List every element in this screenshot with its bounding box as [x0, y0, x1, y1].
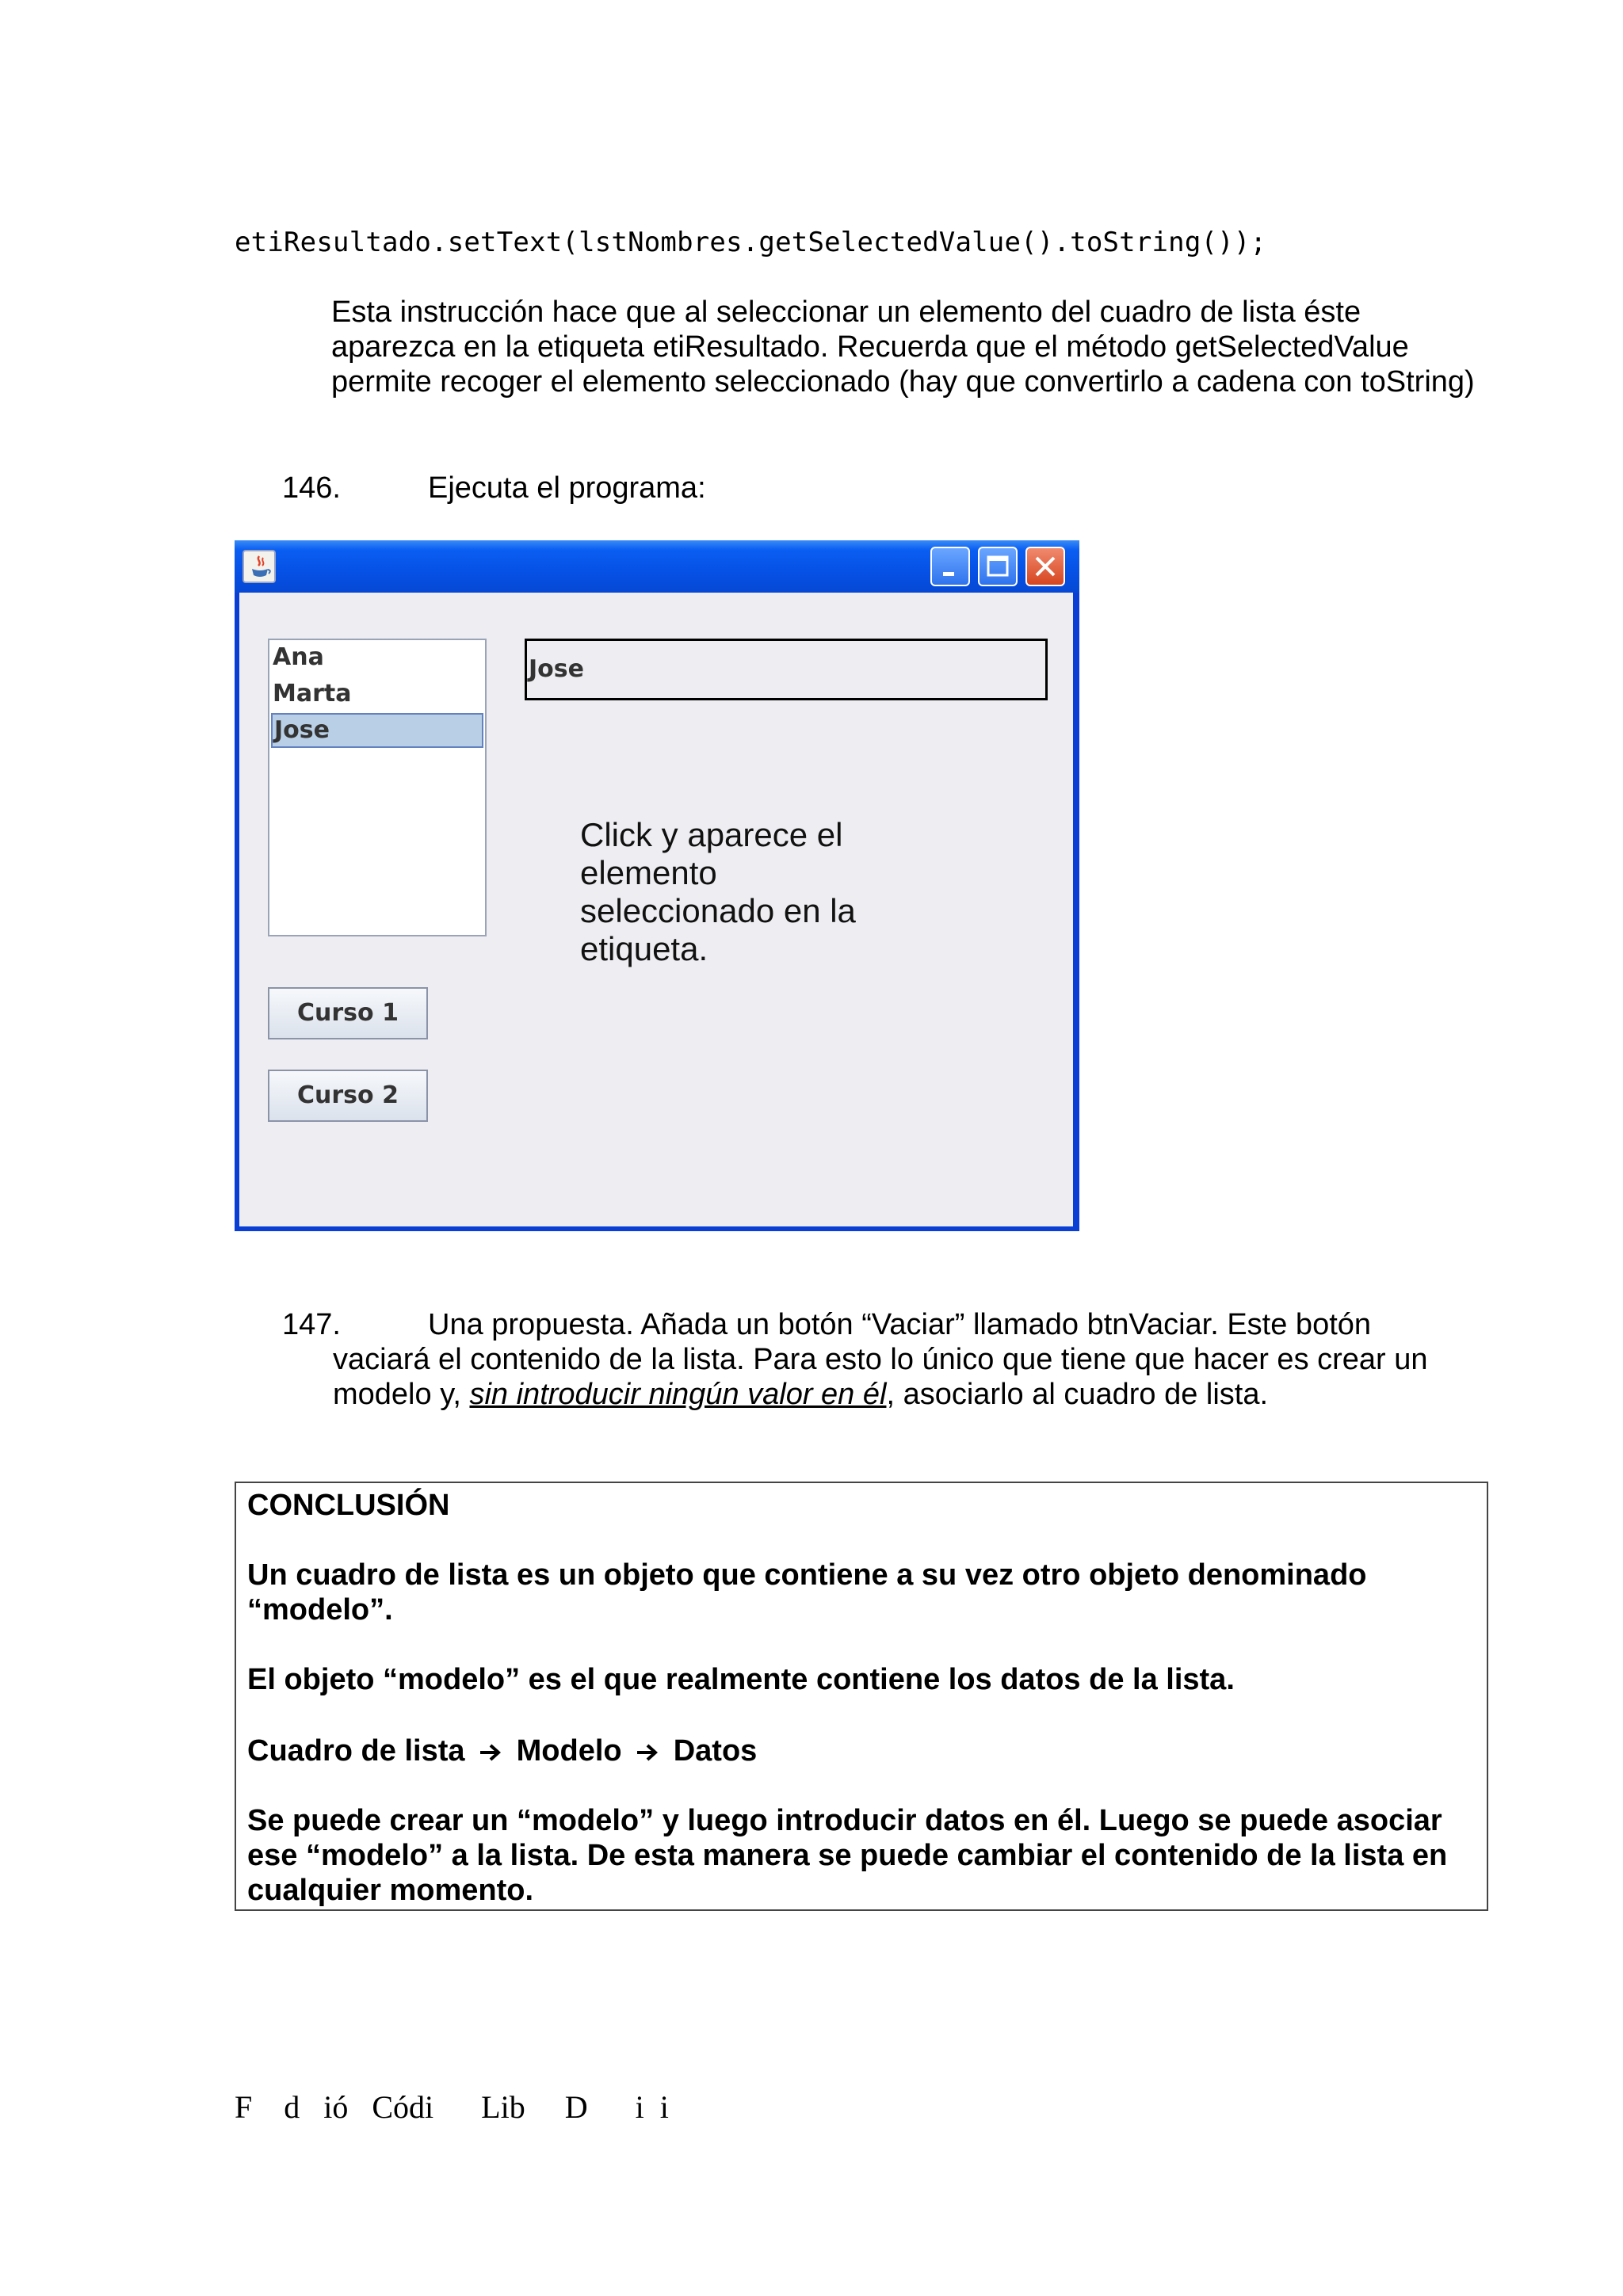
- annotation-text: [580, 816, 881, 968]
- list-item[interactable]: Ana: [273, 643, 324, 671]
- page-footer: F d ió Códi Lib D i i: [235, 2089, 669, 2125]
- conclusion-line: cualquier momento.: [247, 1874, 534, 1907]
- step-147-line: Una propuesta. Añada un botón “Vaciar” llamado btnVaciar. Este botón: [428, 1308, 1372, 1341]
- names-listbox[interactable]: [268, 639, 487, 936]
- explanation-line: Esta instrucción hace que al seleccionar un elemento del cuadro de lista éste: [331, 296, 1361, 329]
- flow-item: Cuadro de lista: [247, 1734, 465, 1768]
- conclusion-line: ese “modelo” a la lista. De esta manera se puede cambiar el contenido de la lista en: [247, 1839, 1448, 1872]
- step-147-prefix: modelo y,: [333, 1378, 470, 1411]
- step-147-number: 147.: [282, 1308, 341, 1341]
- curso-2-button[interactable]: Curso 2: [268, 1070, 428, 1122]
- close-button[interactable]: [1025, 547, 1065, 586]
- annotation-line: seleccionado en la: [580, 892, 856, 929]
- step-147-line: [333, 1377, 1268, 1412]
- list-item[interactable]: Marta: [273, 680, 352, 707]
- step-147-emphasis: sin introducir ningún valor en él: [469, 1378, 887, 1411]
- maximize-button[interactable]: [978, 547, 1018, 586]
- minimize-button[interactable]: [930, 547, 970, 586]
- java-app-icon: [242, 550, 276, 583]
- result-label: Jose: [525, 639, 1048, 700]
- annotation-line: Click y aparece el: [580, 816, 843, 853]
- conclusion-title: CONCLUSIÓN: [247, 1489, 450, 1522]
- window-client-area: [239, 593, 1073, 1226]
- conclusion-line: “modelo”.: [247, 1593, 393, 1627]
- code-line: etiResultado.setText(lstNombres.getSelectedValue().toString());: [235, 227, 1267, 258]
- conclusion-line: Un cuadro de lista es un objeto que contiene a su vez otro objeto denominado: [247, 1558, 1367, 1592]
- step-146-text: Ejecuta el programa:: [428, 471, 706, 505]
- step-146-number: 146.: [282, 471, 341, 505]
- step-147-line: vaciará el contenido de la lista. Para esto lo único que tiene que hacer es crear un: [333, 1343, 1428, 1376]
- step-147-suffix: , asociarlo al cuadro de lista.: [886, 1378, 1269, 1411]
- conclusion-line: El objeto “modelo” es el que realmente contiene los datos de la lista.: [247, 1663, 1235, 1696]
- conclusion-flow: [247, 1733, 757, 1768]
- explanation-line: aparezca en la etiqueta etiResultado. Recuerda que el método getSelectedValue: [331, 330, 1409, 364]
- flow-item: Datos: [673, 1734, 758, 1768]
- window-titlebar: [235, 540, 1079, 593]
- annotation-line: etiqueta.: [580, 930, 708, 967]
- annotation-line: elemento: [580, 854, 717, 891]
- conclusion-line: Se puede crear un “modelo” y luego introducir datos en él. Luego se puede asociar: [247, 1804, 1442, 1837]
- list-item-selected[interactable]: Jose: [271, 713, 483, 748]
- arrow-right-icon: [630, 1733, 665, 1768]
- explanation-paragraph: [331, 295, 1536, 399]
- arrow-right-icon: [473, 1733, 508, 1768]
- curso-1-button[interactable]: Curso 1: [268, 987, 428, 1039]
- java-window-screenshot: [235, 540, 1079, 1231]
- explanation-line: permite recoger el elemento seleccionado (hay que convertirlo a cadena con toString): [331, 365, 1475, 399]
- conclusion-box: [235, 1482, 1488, 1911]
- flow-item: Modelo: [516, 1734, 622, 1768]
